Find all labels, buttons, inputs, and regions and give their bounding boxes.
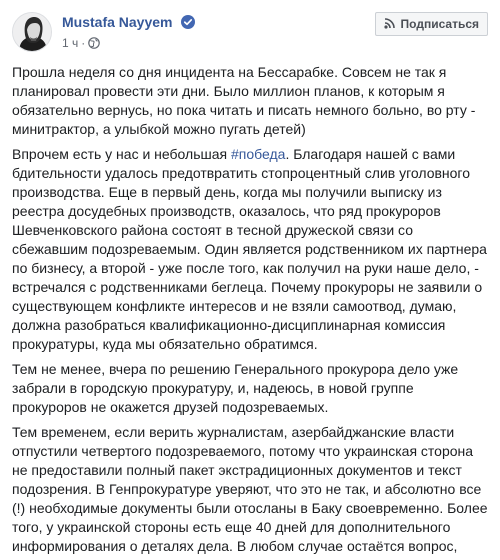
post-timestamp[interactable]: 1 ч [62, 36, 79, 50]
post-paragraph-3: Тем не менее, вчера по решению Генерального прокурора дело уже забрали в городскую прокуратуру, и, надеюсь, в новой группе прокуроров не окажется друзей подозреваемых. [12, 361, 459, 415]
post-paragraph-2 [12, 145, 490, 354]
post-paragraph-2-start: Впрочем есть у нас и небольшая [12, 146, 231, 162]
post-meta [62, 36, 100, 52]
meta-separator: · [81, 36, 86, 50]
author-name[interactable]: Mustafa Nayyem [62, 14, 173, 30]
author-line [62, 14, 195, 34]
post-paragraph-1: Прошла неделя со дня инцидента на Бессарабке. Совсем не так я планировал провести эти дни. Было миллион планов, к которым я обязательно вернусь, но пока читать и писать немного больно, во рту - минитрактор, а улыбкой можно пугать детей) [12, 64, 476, 137]
post-paragraph-2-rest: . Благодаря нашей с вами бдительности удалось предотвратить стопроцентный слив уголовного производства. Еще в первый день, когда мы получили выписку из реестра досудебных производств, оказалось, что ряд прокуроров Шевченковского района состоят в тесной дружеской связи со сбежавшим подозреваемым. Один является родственником их партнера по бизнесу, а второй - уже после того, как получил на руки наше дело, - встречался с родственниками беглеца. Почему прокуроры не заявили о существующем конфликте интересов и не взяли самоотвод, думаю, должна разобраться квалификационно-дисциплинарная комиссия прокуратуры, куда мы обязательно обратимся. [12, 146, 487, 352]
post-header [12, 12, 488, 56]
subscribe-button[interactable] [375, 12, 488, 36]
post-paragraph-4: Тем временем, если верить журналистам, азербайджанские власти отпустили четвертого подозреваемого, потому что украинская сторона не предоставили полный пакет экстрадиционных документов и текст подозрения. В Генпрокуратуре уверяют, что это не так, и абсолютно все (!) необходимые документы были отосланы в Баку своевременно. Более того, у украинской стороны есть еще 40 дней для дополнительного информирования о деталях дела. В любом случае остаётся вопрос, [12, 424, 488, 554]
post-text [12, 63, 490, 560]
verified-badge-icon [181, 15, 195, 34]
subscribe-label: Подписаться [400, 17, 479, 31]
avatar-image [13, 13, 52, 52]
hashtag-link[interactable]: #победа [230, 146, 286, 162]
rss-icon [384, 17, 396, 32]
globe-icon[interactable] [88, 37, 100, 52]
avatar[interactable] [12, 12, 52, 52]
